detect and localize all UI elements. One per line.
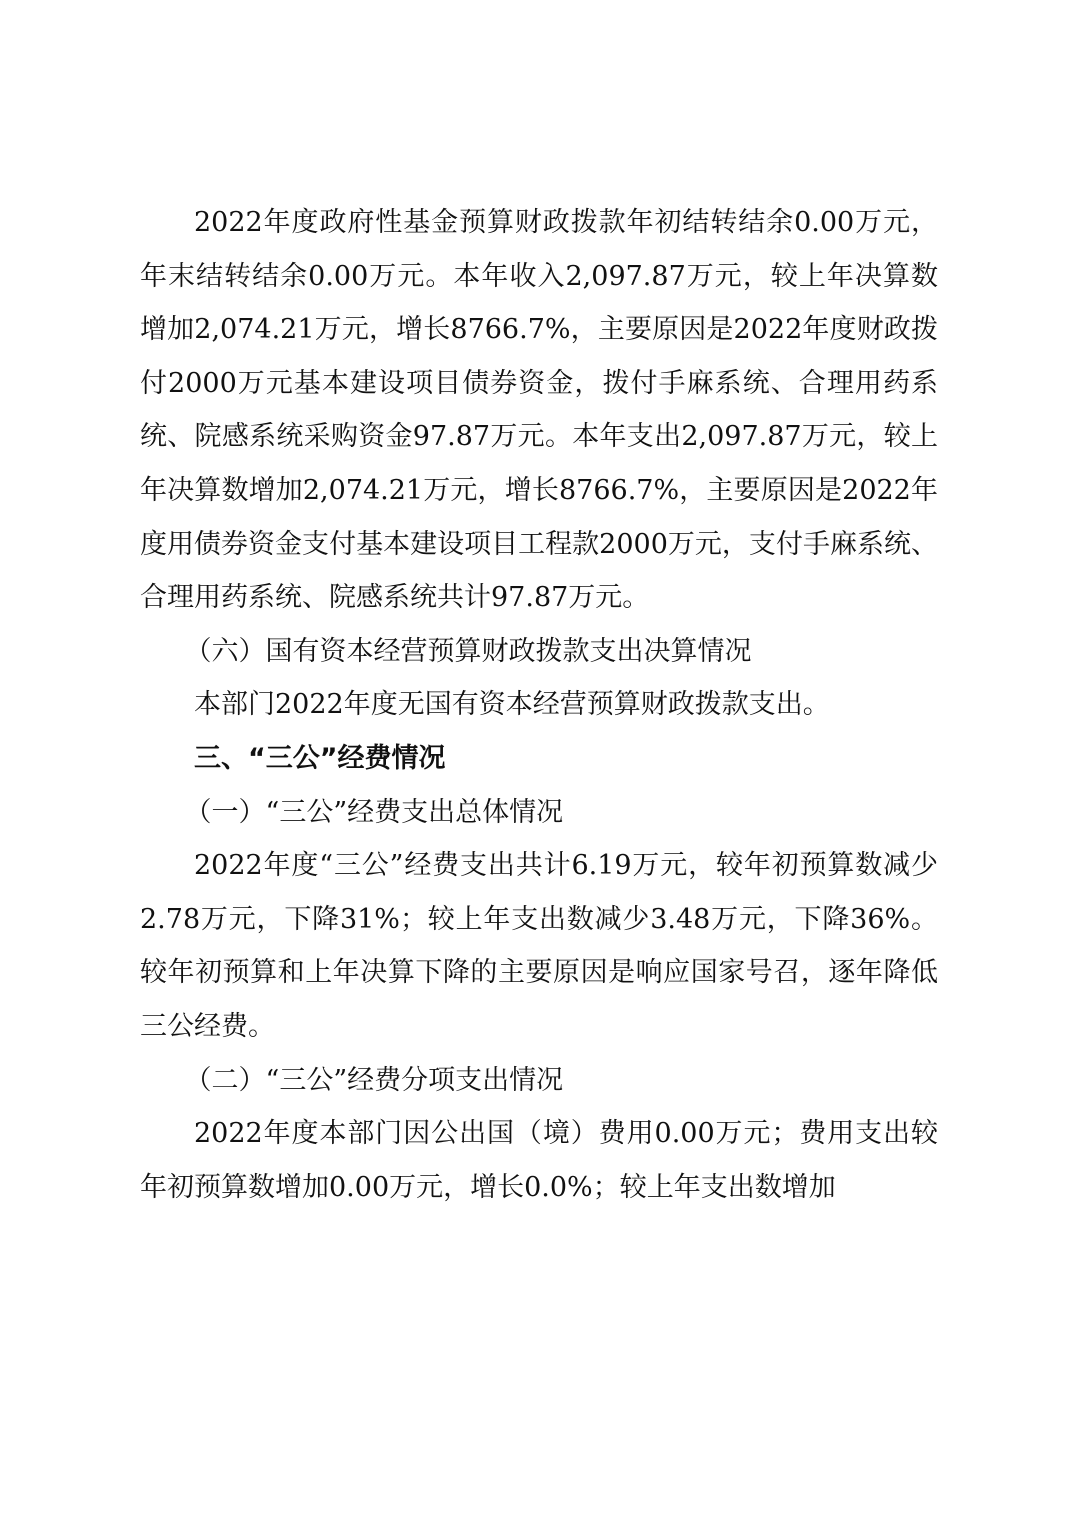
document-page [140, 196, 938, 1214]
paragraph-overall-expenses: 2022年度“三公”经费支出共计6.19万元，较年初预算数减少2.78万元，下降31%；较上年支出数减少3.48万元，下降36%。较年初预算和上年决算下降的主要原因是响应国家号召，逐年降低三公经费。 [140, 850, 938, 1042]
subheading-state-capital-budget: （六）国有资本经营预算财政拨款支出决算情况 [184, 635, 752, 667]
subheading-overall-expenses: （一）“三公”经费支出总体情况 [184, 796, 564, 828]
paragraph-itemized-expenses: 2022年度本部门因公出国（境）费用0.00万元；费用支出较年初预算数增加0.00万元，增长0.0%；较上年支出数增加 [140, 1118, 938, 1203]
section-heading-three-public-expenses: 三、“三公”经费情况 [194, 742, 446, 774]
subheading-itemized-expenses: （二）“三公”经费分项支出情况 [184, 1064, 564, 1096]
paragraph-no-state-capital-spending: 本部门2022年度无国有资本经营预算财政拨款支出。 [194, 689, 830, 721]
paragraph-fund-budget: 2022年度政府性基金预算财政拨款年初结转结余0.00万元，年末结转结余0.00万元。本年收入2,097.87万元，较上年决算数增加2,074.21万元，增长8766.7%，主要原因是2022年度财政拨付2000万元基本建设项目债券资金，拨付手麻系统、合理用药系统、院感系统采购资金97.87万元。本年支出2,097.87万元，较上年决算数增加2,074.21万元，增长8766.7%，主要原因是2022年度用债券资金支付基本建设项目工程款2000万元，支付手麻系统、合理用药系统、院感系统共计97.87万元。 [140, 207, 938, 614]
